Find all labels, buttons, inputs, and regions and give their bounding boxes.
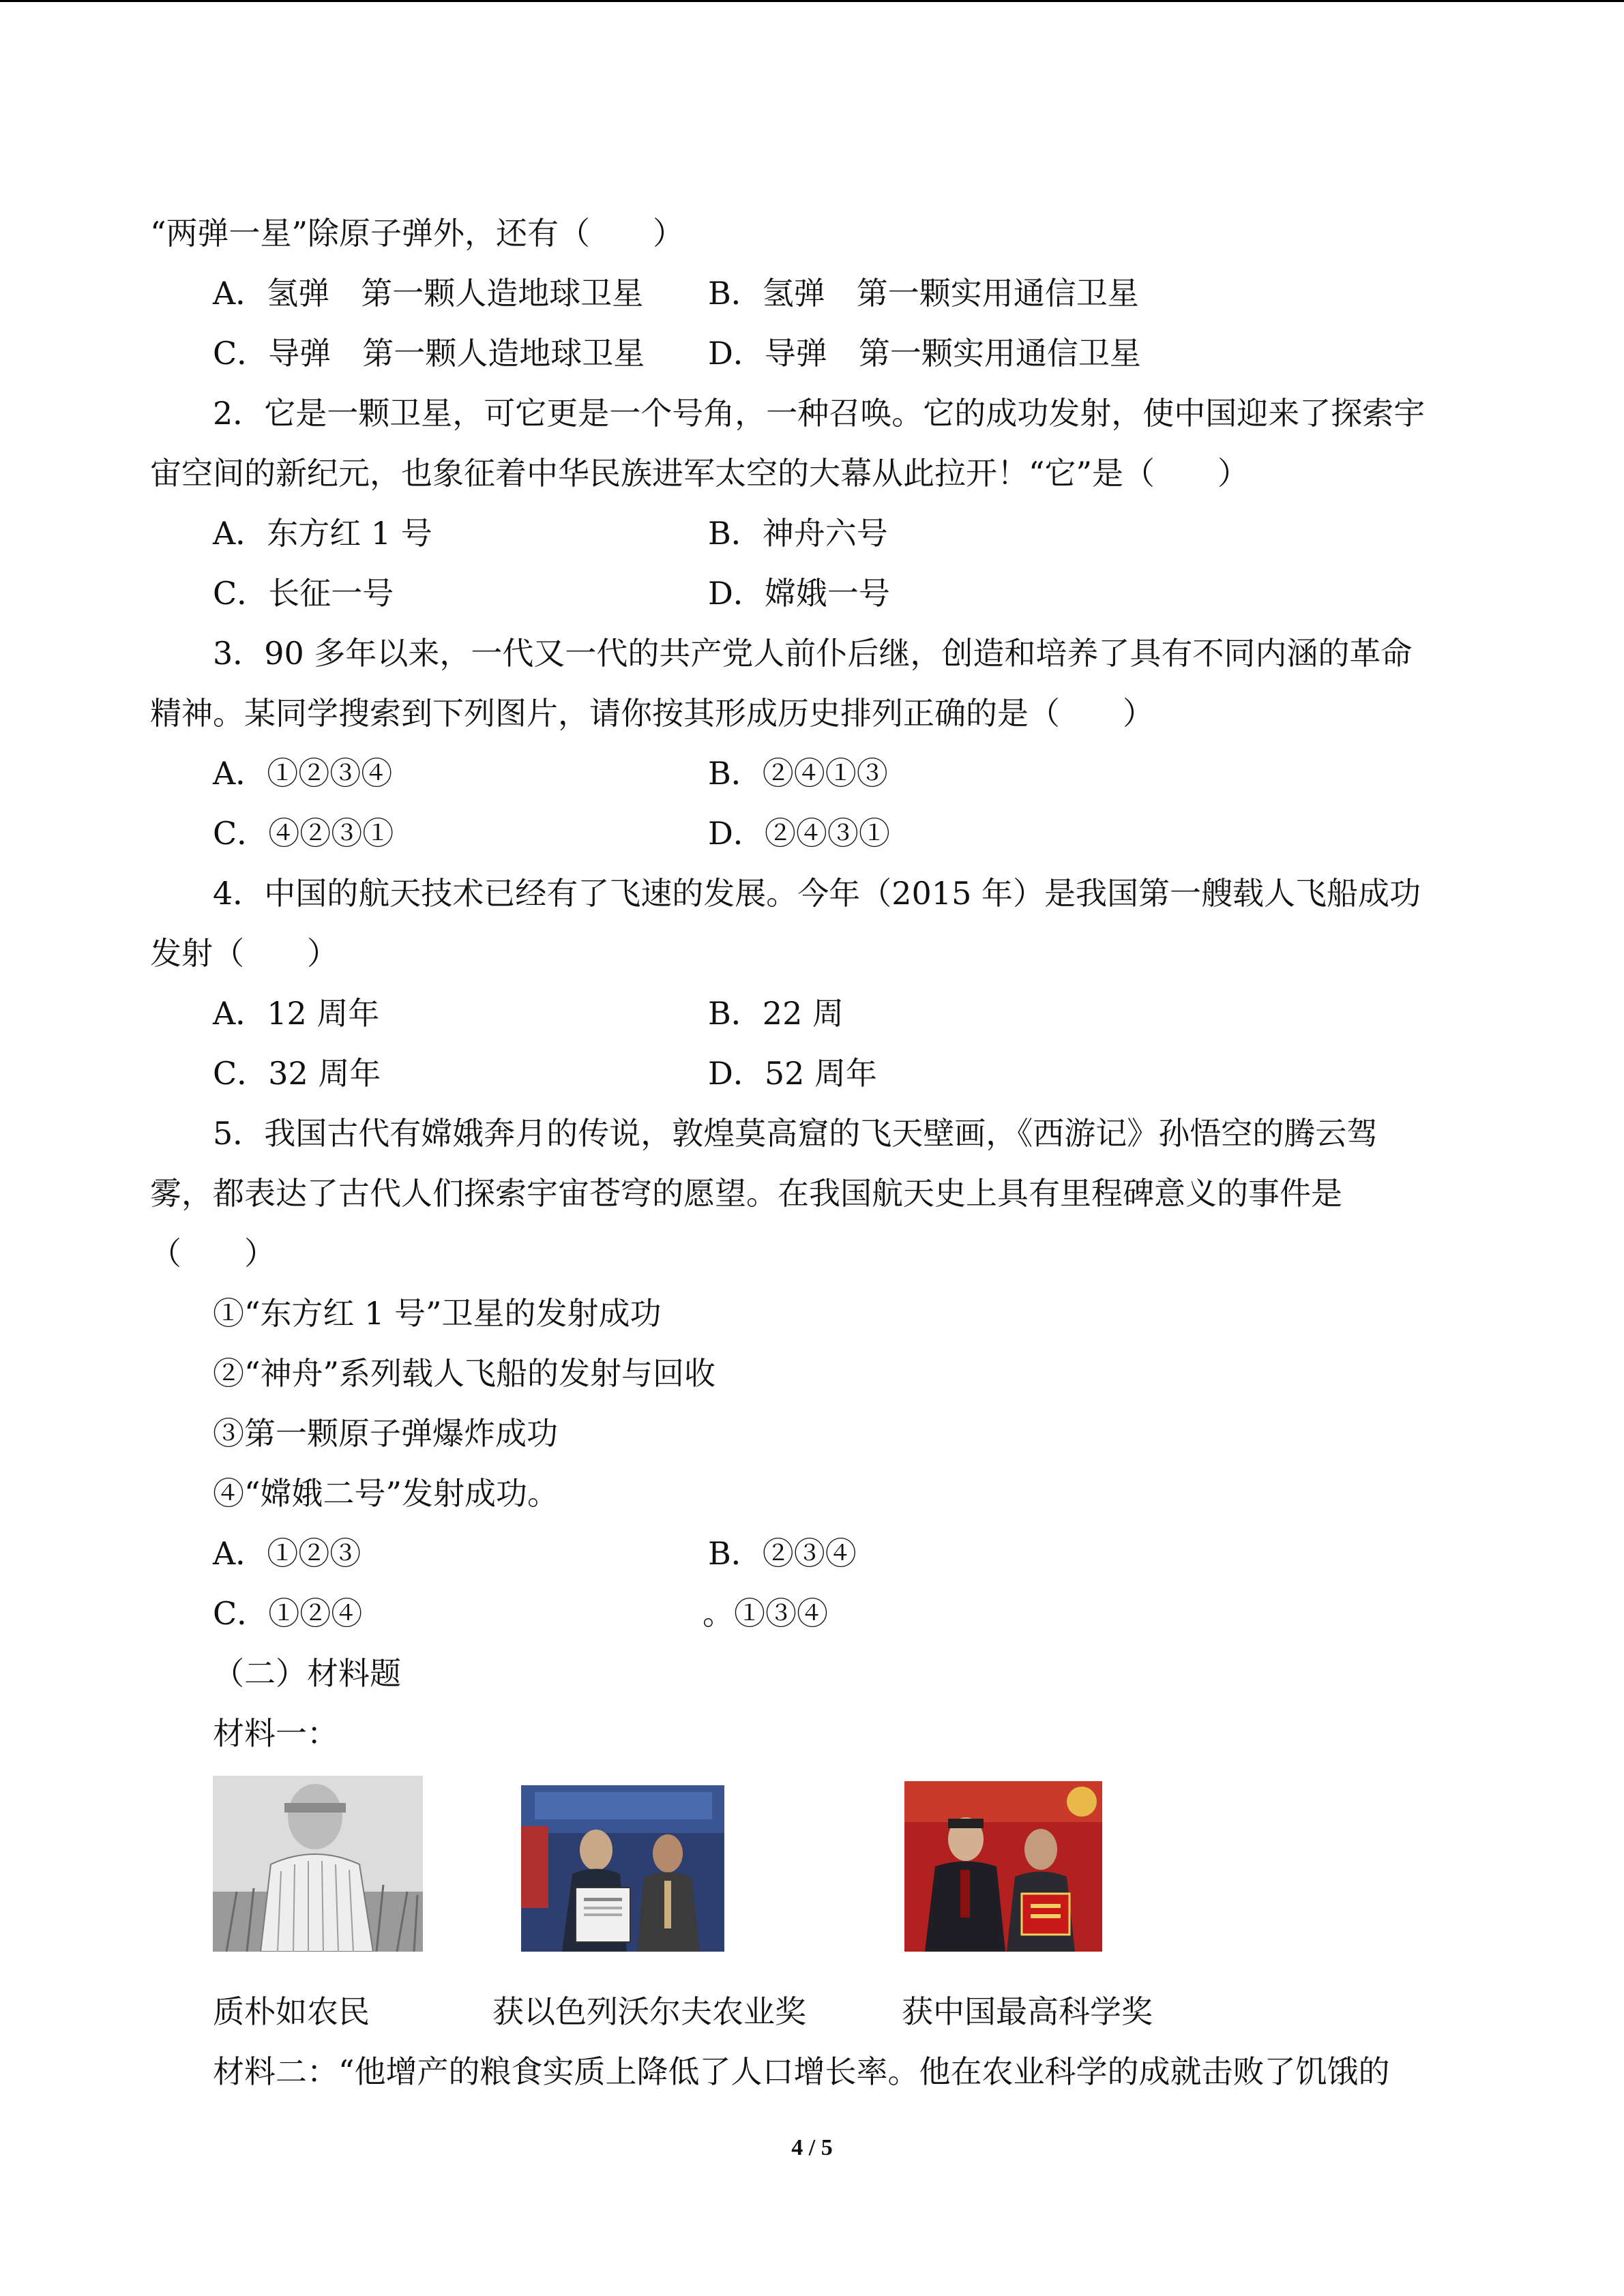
q5-option-d: 。①③④ xyxy=(703,1595,828,1632)
caption-1: 质朴如农民 xyxy=(213,1993,370,2030)
q4-option-d: D．52 周年 xyxy=(708,1055,878,1092)
photo-science-award xyxy=(904,1781,1102,1952)
q3-option-c: C．④②③① xyxy=(213,815,394,852)
q5-stem-line1: 5．我国古代有嫦娥奔月的传说，敦煌莫高窟的飞天壁画，《西游记》孙悟空的腾云驾 xyxy=(213,1115,1378,1152)
q5-option-c: C．①②④ xyxy=(213,1595,363,1632)
q5-item-2: ②“神舟”系列载人飞船的发射与回收 xyxy=(213,1355,716,1392)
q2-option-a: A．东方红 1 号 xyxy=(213,515,432,552)
photo-farmer xyxy=(213,1776,423,1952)
caption-3: 获中国最高科学奖 xyxy=(902,1993,1153,2030)
q4-stem-line2: 发射（ ） xyxy=(150,935,338,972)
q1-option-b: B．氢弹 第一颗实用通信卫星 xyxy=(708,275,1139,312)
q1-stem: “两弹一星”除原子弹外，还有（ ） xyxy=(150,215,685,252)
q5-item-4: ④“嫦娥二号”发射成功。 xyxy=(213,1475,559,1512)
q2-stem-line2: 宙空间的新纪元，也象征着中华民族进军太空的大幕从此拉开！“它”是（ ） xyxy=(150,455,1250,492)
q3-stem-line1: 3．90 多年以来，一代又一代的共产党人前仆后继，创造和培养了具有不同内涵的革命 xyxy=(213,635,1413,672)
q2-option-c: C．长征一号 xyxy=(213,575,394,612)
page-number: 4 / 5 xyxy=(791,2135,833,2160)
q5-item-3: ③第一颗原子弹爆炸成功 xyxy=(213,1415,558,1452)
q3-option-d: D．②④③① xyxy=(708,815,890,852)
material1-label: 材料一： xyxy=(213,1715,338,1752)
q4-option-c: C．32 周年 xyxy=(213,1055,381,1092)
material2-line: 材料二：“他增产的粮食实质上降低了人口增长率。他在农业科学的成就击败了饥饿的 xyxy=(213,2053,1390,2090)
top-border xyxy=(0,0,1624,2)
q1-option-d: D．导弹 第一颗实用通信卫星 xyxy=(708,335,1141,372)
q4-option-b: B．22 周 xyxy=(708,995,844,1032)
q2-option-b: B．神舟六号 xyxy=(708,515,888,552)
q2-option-d: D．嫦娥一号 xyxy=(708,575,890,612)
q5-stem-line2: 雾，都表达了古代人们探索宇宙苍穹的愿望。在我国航天史上具有里程碑意义的事件是 xyxy=(150,1175,1342,1212)
q5-stem-line3: （ ） xyxy=(150,1235,276,1272)
q4-stem-line1: 4．中国的航天技术已经有了飞速的发展。今年（2015 年）是我国第一艘载人飞船成功 xyxy=(213,875,1421,912)
q2-stem-line1: 2．它是一颗卫星，可它更是一个号角，一种召唤。它的成功发射，使中国迎来了探索宇 xyxy=(213,395,1426,432)
q1-option-c: C．导弹 第一颗人造地球卫星 xyxy=(213,335,645,372)
q3-stem-line2: 精神。某同学搜索到下列图片，请你按其形成历史排列正确的是（ ） xyxy=(150,695,1154,732)
q5-option-a: A．①②③ xyxy=(213,1535,361,1572)
q4-option-a: A．12 周年 xyxy=(213,995,380,1032)
caption-2: 获以色列沃尔夫农业奖 xyxy=(492,1993,806,2030)
photo-wolf-prize xyxy=(521,1785,724,1952)
q3-option-a: A．①②③④ xyxy=(213,755,393,792)
q5-option-b: B．②③④ xyxy=(708,1535,857,1572)
q1-option-a: A．氢弹 第一颗人造地球卫星 xyxy=(213,275,644,312)
q5-item-1: ①“东方红 1 号”卫星的发射成功 xyxy=(213,1295,662,1332)
section-heading: （二）材料题 xyxy=(213,1655,401,1692)
q3-option-b: B．②④①③ xyxy=(708,755,888,792)
